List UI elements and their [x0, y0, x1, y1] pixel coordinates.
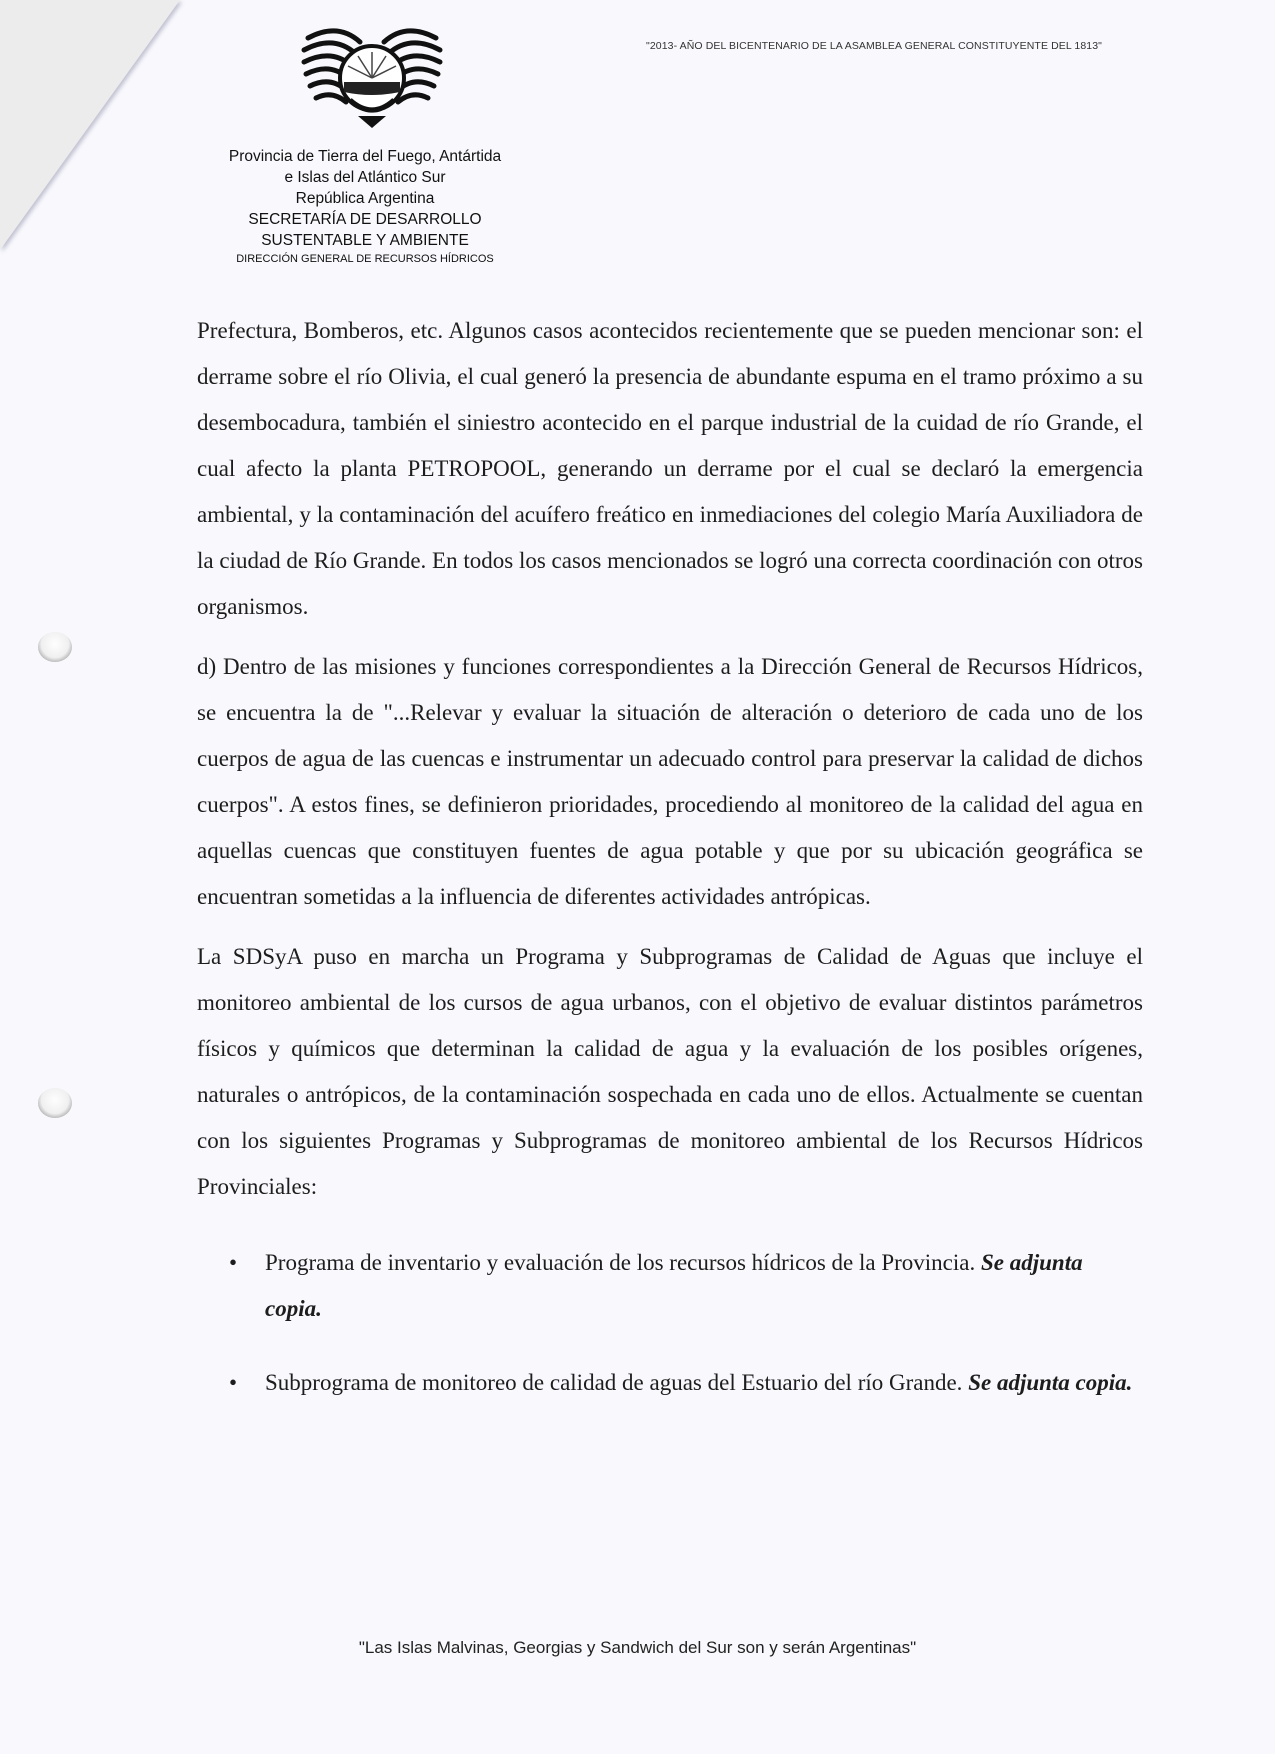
bullet-icon: • — [229, 1250, 238, 1275]
paragraph: Prefectura, Bomberos, etc. Algunos casos acontecidos recientemente que se pueden mencionar son: el derrame sobre el río Olivia, el cual generó la presencia de abundante espuma en el tramo próximo a su desembocadura, también el siniestro acontecido en el parque industrial de la cuidad de río Grande, el cual afecto la planta PETROPOOL, generando un derrame por el cual se declaró la emergencia ambiental, y la contaminación del acuífero freático en inmediaciones del colegio María Auxiliadora de la ciudad de Río Grande. En todos los casos mencionados se logró una correcta coordinación con otros organismos. — [197, 318, 1143, 619]
footer-motto: "Las Islas Malvinas, Georgias y Sandwich del Sur son y serán Argentinas" — [358, 1638, 917, 1657]
document-body — [197, 308, 1143, 1434]
bullet-icon: • — [229, 1370, 238, 1395]
letterhead-subtitle: DIRECCIÓN GENERAL DE RECURSOS HÍDRICOS — [236, 253, 494, 265]
header-motto: "2013- AÑO DEL BICENTENARIO DE LA ASAMBLEA GENERAL CONSTITUYENTE DEL 1813" — [646, 40, 1103, 52]
provincial-coat-of-arms-icon — [298, 20, 446, 132]
letterhead-line: e Islas del Atlántico Sur — [284, 169, 446, 186]
paragraph: d) Dentro de las misiones y funciones correspondientes a la Dirección General de Recursos Hídricos, se encuentra la de "...Relevar y evaluar la situación de alteración o deterioro de cada uno de los cuerpos de agua de las cuencas e instrumentar un adecuado control para preservar la calidad de dichos cuerpos". A estos fines, se definieron prioridades, procediendo al monitoreo de la calidad del agua en aquellas cuencas que constituyen fuentes de agua potable y que por su ubicación geográfica se encuentran sometidas a la influencia de diferentes actividades antrópicas. — [197, 654, 1143, 909]
list-item — [197, 1240, 1143, 1332]
punch-hole-top — [38, 632, 72, 662]
program-list — [197, 1240, 1143, 1406]
list-item-text: Subprograma de monitoreo de calidad de aguas del Estuario del río Grande. — [265, 1370, 969, 1395]
letterhead-line: República Argentina — [295, 190, 435, 207]
letterhead-line: Provincia de Tierra del Fuego, Antártida — [228, 148, 502, 165]
attachment-note: Se adjunta copia. — [968, 1370, 1133, 1395]
punch-hole-bottom — [38, 1088, 72, 1118]
list-item-text: Programa de inventario y evaluación de los recursos hídricos de la Provincia. — [265, 1250, 981, 1275]
letterhead-line: SUSTENTABLE Y AMBIENTE — [261, 232, 469, 249]
paragraph: La SDSyA puso en marcha un Programa y Subprogramas de Calidad de Aguas que incluye el monitoreo ambiental de los cursos de agua urbanos, con el objetivo de evaluar distintos parámetros físicos y químicos que determinan la calidad de agua y la evaluación de los posibles orígenes, naturales o antrópicos, de la contaminación sospechada en cada uno de ellos. Actualmente se cuentan con los siguientes Programas y Subprogramas de monitoreo ambiental de los Recursos Hídricos Provinciales: — [197, 944, 1143, 1199]
letterhead — [190, 146, 540, 267]
letterhead-line: SECRETARÍA DE DESARROLLO — [248, 211, 482, 228]
attachment-note: Se adjunta copia. — [265, 1250, 1083, 1321]
folded-page-corner — [0, 0, 180, 250]
list-item — [197, 1360, 1143, 1406]
